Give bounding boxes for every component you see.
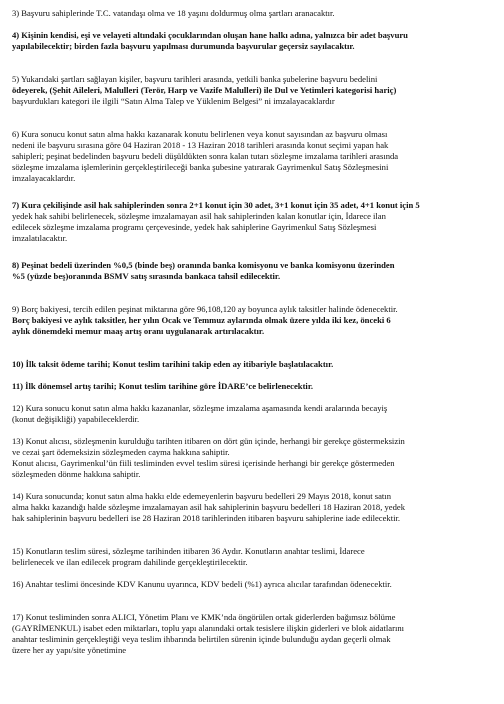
clause-4 <box>12 30 496 52</box>
clause-line: anahtar tesliminin gerçekleştiği veya teslim ihbarında belirtilen sürenin içinde bulunduğu aydan geçerli olmak <box>12 634 391 644</box>
clause-line: 3) Başvuru sahiplerinde T.C. vatandaşı olma ve 18 yaşını doldurmuş olma şartları aranacaktır. <box>12 8 335 18</box>
clause-line: 9) Borç bakiyesi, tercih edilen peşinat miktarına göre 96,108,120 ay boyunca aylık taksitler halinde ödenecektir. <box>12 304 398 314</box>
clause-line: 16) Anahtar teslimi öncesinde KDV Kanunu uyarınca, KDV bedeli (%1) ayrıca alıcılar tarafından ödenecektir. <box>12 579 392 589</box>
clause-line: 6) Kura sonucu konut satın alma hakkı kazanarak konutu belirlenen veya konut sayısından az başvuru olması <box>12 129 388 139</box>
clause-line: ödeyerek, (Şehit Aileleri, Malulleri (Terör, Harp ve Vazife Malulleri) ile Dul ve Yetimleri kategorisi hariç) <box>12 85 397 95</box>
clause-line: 12) Kura sonucu konut satın alma hakkı kazananlar, sözleşme imzalama aşamasında kendi aralarında becayiş <box>12 403 388 413</box>
clause-line: edilecek sözleşme imzalama programı çerçevesinde, yedek hak sahiplerine Gayrimenkul Satış Sözleşmesi <box>12 222 377 232</box>
clause-6 <box>12 129 496 184</box>
clause-line: imzalayacaklardır. <box>12 173 76 183</box>
clause-line: 4) Kişinin kendisi, eşi ve velayeti altındaki çocuklarından oluşan hane halkı adına, yalnızca bir adet başvuru <box>12 30 408 40</box>
clause-11 <box>12 381 496 392</box>
clause-13 <box>12 436 496 480</box>
clause-line: ve cezai şart ödemeksizin sözleşmeden cayma hakkına sahiptir. <box>12 447 230 457</box>
clause-line: aylık dönemdeki memur maaş artış oranı uygulanarak artırılacaktır. <box>12 326 265 336</box>
clause-line: üzere her ay yapı/site yönetimine <box>12 645 127 655</box>
clause-7 <box>12 200 496 244</box>
clause-9 <box>12 304 496 337</box>
clause-line: Borç bakiyesi ve aylık taksitler, her yılın Ocak ve Temmuz aylarında olmak üzere yılda iki kez, önceki 6 <box>12 315 391 325</box>
clause-line: 10) İlk taksit ödeme tarihi; Konut teslim tarihini takip eden ay itibariyle başlatılacaktır. <box>12 359 334 369</box>
clause-8 <box>12 260 496 282</box>
clause-line: %5 (yüzde beş)oranında BSMV satış sırasında bankaca tahsil edilecektir. <box>12 271 281 281</box>
clause-14 <box>12 491 496 524</box>
clause-5 <box>12 74 496 107</box>
clause-line: başvurdukları kategori ile ilgili “Satın Alma Talep ve Yüklenim Belgesi” ni imzalayacaklardır <box>12 96 335 106</box>
clause-line: yedek hak sahibi belirlenecek, sözleşme imzalamayan asil hak sahiplerinden kalan konutlar için, İdarece ilan <box>12 211 386 221</box>
clause-line: alma hakkı kazandığı halde sözleşme imzalamayan asil hak sahiplerinin başvuru bedelleri 18 Haziran 2018, yedek <box>12 502 406 512</box>
clause-line: imzalatılacaktır. <box>12 233 68 243</box>
clause-17 <box>12 612 496 656</box>
clause-line: yapılabilecektir; birden fazla başvuru yapılması durumunda başvurular geçersiz sayılacaktır. <box>12 41 355 51</box>
clause-line: hak sahiplerinin başvuru bedelleri ise 28 Haziran 2018 tarihlerinden itibaren başvuru sahiplerine iade edilecektir. <box>12 513 401 523</box>
clause-line: (konut değişikliği) yapabileceklerdir. <box>12 414 140 424</box>
clause-12 <box>12 403 496 425</box>
clause-line: nedeni ile başvuru sırasına göre 04 Haziran 2018 - 13 Haziran 2018 tarihleri arasında konut seçimi yapan hak <box>12 140 389 150</box>
clause-line: 5) Yukarıdaki şartları sağlayan kişiler, başvuru tarihleri arasında, yetkili banka şubelerine başvuru bedelini <box>12 74 378 84</box>
clause-line: sözleşmeden dönme hakkına sahiptir. <box>12 469 141 479</box>
clause-line: sahipleri; peşinat bedelinden başvuru bedeli düşüldükten sonra kalan tutarı sözleşme imzalama tarihleri arasında <box>12 151 399 161</box>
clause-line: 15) Konutların teslim süresi, sözleşme tarihinden itibaren 36 Aydır. Konutların anahtar teslimi, İdarece <box>12 546 365 556</box>
clause-line: (GAYRİMENKUL) isabet eden miktarları, toplu yapı alanındaki ortak tesislere ilişkin giderleri ve blok aidatlarını <box>12 623 405 633</box>
clause-line: 13) Konut alıcısı, sözleşmenin kurulduğu tarihten itibaren on dört gün içinde, herhangi bir gerekçe göstermeksizin <box>12 436 405 446</box>
clause-line: sözleşme imzalama işlemlerinin gerçekleştirileceği banka şubesine yatırarak Gayrimenkul Satış Sözleşmesini <box>12 162 389 172</box>
clause-16 <box>12 579 496 590</box>
clause-line: Konut alıcısı, Gayrimenkul’ün fiili tesliminden evvel teslim süresi içerisinde herhangi bir gerekçe göstermeden <box>12 458 395 468</box>
clause-15 <box>12 546 496 568</box>
clause-line: 11) İlk dönemsel artış tarihi; Konut teslim tarihine göre İDARE’ce belirlenecektir. <box>12 381 313 391</box>
clause-3 <box>12 8 496 19</box>
clause-line: 14) Kura sonucunda; konut satın alma hakkı elde edemeyenlerin başvuru bedelleri 29 Mayıs 2018, konut satın <box>12 491 391 501</box>
clause-line: belirlenecek ve ilan edilecek program dahilinde gerçekleştirilecektir. <box>12 557 248 567</box>
clause-line: 8) Peşinat bedeli üzerinden %0,5 (binde beş) oranında banka komisyonu ve banka komisyonu üzerinden <box>12 260 395 270</box>
clause-line: 17) Konut tesliminden sonra ALICI, Yönetim Planı ve KMK’nda öngörülen ortak giderlerden bağımsız bölüme <box>12 612 396 622</box>
clause-line: 7) Kura çekilişinde asil hak sahiplerinden sonra 2+1 konut için 30 adet, 3+1 konut için 35 adet, 4+1 konut için 5 <box>12 200 420 210</box>
clause-10 <box>12 359 496 370</box>
